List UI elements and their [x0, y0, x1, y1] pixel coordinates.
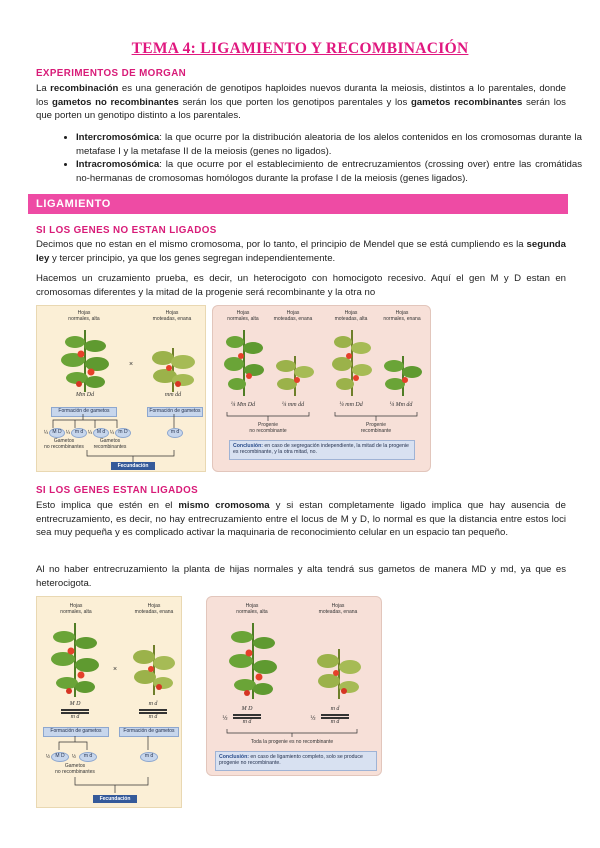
- paragraph-no-ligados-2: Hacemos un cruzamiento prueba, es decir, un heterocigoto con homocigoto recesivo. Aquí el gen M y D estan en cromosomas diferentes y la mitad de la progenie será recombinante y la otra no: [36, 273, 566, 298]
- gamete-mD: m D: [115, 428, 131, 438]
- progeny-phenotype-2: Hojas moteadas, enana: [273, 310, 313, 322]
- linked-gametes-nonrecombinant-label: Gametos no recombinantes: [55, 763, 95, 775]
- linked-progeny-phenotype-2: Hojas moteadas, enana: [318, 603, 358, 615]
- linked-progeny-label: Toda la progenie es no recombinante: [250, 739, 334, 745]
- linked-plant2-label: Hojas moteadas, enana: [134, 603, 174, 615]
- linked-gamete-fraction-2: ½: [71, 754, 77, 760]
- gamete-fraction-3: ¼: [87, 430, 93, 436]
- conclusion-box-unlinked: Conclusión: en caso de segregación independiente, la mitad de la progenie es recombinante, y la otra mitad, no.: [229, 440, 415, 460]
- section-heading-ligados: SI LOS GENES ESTAN LIGADOS: [36, 485, 199, 496]
- plant1-label: Hojas normales, alta: [68, 310, 100, 322]
- conclusion-box-linked: Conclusión: en caso de ligamiento completo, solo se produce progenie no recombinante.: [215, 751, 377, 771]
- linked-gamete-formation-box-1: Formación de gametos: [43, 727, 109, 737]
- gamete-formation-box-1: Formación de gametos: [51, 407, 117, 417]
- gamete-MD: M D: [49, 428, 65, 438]
- progeny-nonrecombinant-label: Progenie no recombinante: [249, 422, 287, 434]
- progeny-plant-1-illustration: [221, 326, 267, 398]
- linked-gamete-recessive: m d: [140, 752, 158, 762]
- linked-plant1-label: Hojas normales, alta: [60, 603, 92, 615]
- progeny-phenotype-4: Hojas normales, enana: [383, 310, 421, 322]
- ligamiento-band: [28, 194, 568, 214]
- tomato-plant-tall-illustration: [55, 324, 115, 394]
- gamete-md: m d: [71, 428, 87, 438]
- linked-gamete-fraction-1: ½: [45, 754, 51, 760]
- linked-progeny-phenotype-1: Hojas normales, alta: [236, 603, 268, 615]
- progeny-brackets: [213, 412, 432, 422]
- figure-cross-linked: [36, 596, 182, 808]
- recombination-types-list: [60, 131, 582, 186]
- linked-progeny-fraction-2: ½: [310, 716, 316, 722]
- linked-chrom2-bottom: m d: [148, 714, 158, 720]
- gamete-Md: M d: [93, 428, 109, 438]
- linked-fertilization-connector: [37, 777, 183, 797]
- linked-tomato-plant-tall-illustration: [47, 619, 103, 699]
- progeny-genotype-2: ¼ mm dd: [281, 402, 305, 408]
- section-heading-no-ligados: SI LOS GENES NO ESTAN LIGADOS: [36, 225, 217, 236]
- fertilization-connector: [37, 450, 207, 462]
- linked-progeny-plant-2-illustration: [313, 637, 365, 701]
- linked-chrom1-top: M D: [69, 701, 81, 707]
- progeny-genotype-3: ¼ mm Dd: [339, 402, 363, 408]
- paragraph-recombinacion: La recombinación es una generación de genotipos haploides nuevos duranta la meiosis, distintos a lo parentales, donde los gametos no recombinantes serán los que porten los genotipos parentales y los gametos recombinantes serán los que porten un genotipo distinto a los parentales.: [36, 83, 566, 122]
- linked-gamete-arrows: [37, 736, 183, 752]
- progeny-recombinant-label: Progenie recombinante: [360, 422, 392, 434]
- linked-progeny-chromA-top: M D: [241, 706, 253, 712]
- gametes-nonrecombinant-label: Gametos no recombinantes: [44, 438, 84, 450]
- progeny-plant-4-illustration: [381, 346, 425, 398]
- list-item-intracromosomica: • Intracromosómica: la que ocurre por el establecimiento de entrecruzamientos (crossing over) entre las cromátidas no-hermanas de cromosomas homólogos durante la profase I de la meiosis (genes ligados).: [76, 158, 582, 185]
- cross-symbol: ×: [128, 361, 134, 368]
- gamete-recessive: m d: [167, 428, 183, 438]
- figure-progeny-linked: [206, 596, 382, 776]
- linked-chrom1-bottom: m d: [70, 714, 80, 720]
- linked-tomato-plant-dwarf-illustration: [129, 633, 179, 697]
- linked-chromosome-bar-3: [139, 709, 167, 711]
- linked-progeny-chromA-bottom: m d: [242, 719, 252, 725]
- plant2-label: Hojas moteadas, enana: [152, 310, 192, 322]
- linked-progeny-chromB-top: m d: [330, 706, 340, 712]
- plant2-genotype: mm dd: [164, 392, 182, 398]
- ligamiento-band-title: LIGAMIENTO: [36, 198, 111, 210]
- list-item-intercromosomica: • Intercromosómica: la que ocurre por la distribución aleatoria de los alelos contenidos en los cromosomas durante la metafase I y la metafase II de la meiosis (genes no ligados).: [76, 131, 582, 158]
- paragraph-ligados-1: Esto implica que estén en el mismo cromosoma y si estan completamente ligado implica que hay ausencia de entrecruzamiento, es decir, no hay entrecruzamiento entre el locus de M y D, lo normal es que la distancia entre estos loci sea muy pequeña y es complicado activar la maquinaria de reconocimiento celular en un espacio tan pequeño.: [36, 500, 566, 539]
- paragraph-no-ligados-1: Decimos que no estan en el mismo cromosoma, por lo tanto, el principio de Mendel que se está cumpliendo es la segunda ley y tercer principio, ya que los genes segregan independientemente.: [36, 239, 566, 264]
- linked-chrom2-top: m d: [148, 701, 158, 707]
- linked-progeny-chromB-bottom: m d: [330, 719, 340, 725]
- gamete-fraction-1: ¼: [43, 430, 49, 436]
- linked-progeny-bracket: [207, 729, 383, 739]
- tomato-plant-dwarf-illustration: [145, 336, 201, 394]
- figure-cross-unlinked: [36, 305, 206, 472]
- plant1-genotype: Mm Dd: [75, 392, 95, 398]
- page-title: TEMA 4: LIGAMIENTO Y RECOMBINACIÓN: [131, 40, 469, 57]
- progeny-plant-2-illustration: [273, 346, 317, 398]
- linked-chromosome-bar-1: [61, 709, 89, 711]
- gamete-fraction-4: ¼: [109, 430, 115, 436]
- progeny-phenotype-3: Hojas moteadas, alta: [334, 310, 368, 322]
- gamete-formation-box-2: Formación de gametos: [147, 407, 203, 417]
- linked-gamete-MD: M D: [51, 752, 69, 762]
- linked-progeny-chromosome-bar-3: [321, 714, 349, 716]
- figure-progeny-unlinked: [212, 305, 431, 472]
- linked-fecundacion-label: Fecundación: [93, 795, 137, 803]
- linked-progeny-fraction-1: ½: [222, 716, 228, 722]
- linked-gamete-md: m d: [79, 752, 97, 762]
- linked-progeny-chromosome-bar-1: [233, 714, 261, 716]
- section-heading-experimentos: EXPERIMENTOS DE MORGAN: [36, 68, 187, 79]
- paragraph-ligados-2: Al no haber entrecruzamiento la planta de hijas normales y alta tendrá sus gametos de manera MD y md, ya que es heterocigota.: [36, 564, 566, 589]
- progeny-genotype-1: ¼ Mm Dd: [230, 402, 256, 408]
- progeny-phenotype-1: Hojas normales, alta: [227, 310, 259, 322]
- linked-cross-symbol: ×: [112, 666, 118, 673]
- progeny-genotype-4: ¼ Mm dd: [389, 402, 413, 408]
- progeny-plant-3-illustration: [329, 326, 375, 398]
- fecundacion-label: Fecundación: [111, 462, 155, 470]
- gametes-recombinant-label: Gametos recombinantes: [93, 438, 127, 450]
- linked-progeny-plant-1-illustration: [225, 619, 281, 701]
- linked-gamete-formation-box-2: Formación de gametos: [119, 727, 179, 737]
- gamete-fraction-2: ¼: [65, 430, 71, 436]
